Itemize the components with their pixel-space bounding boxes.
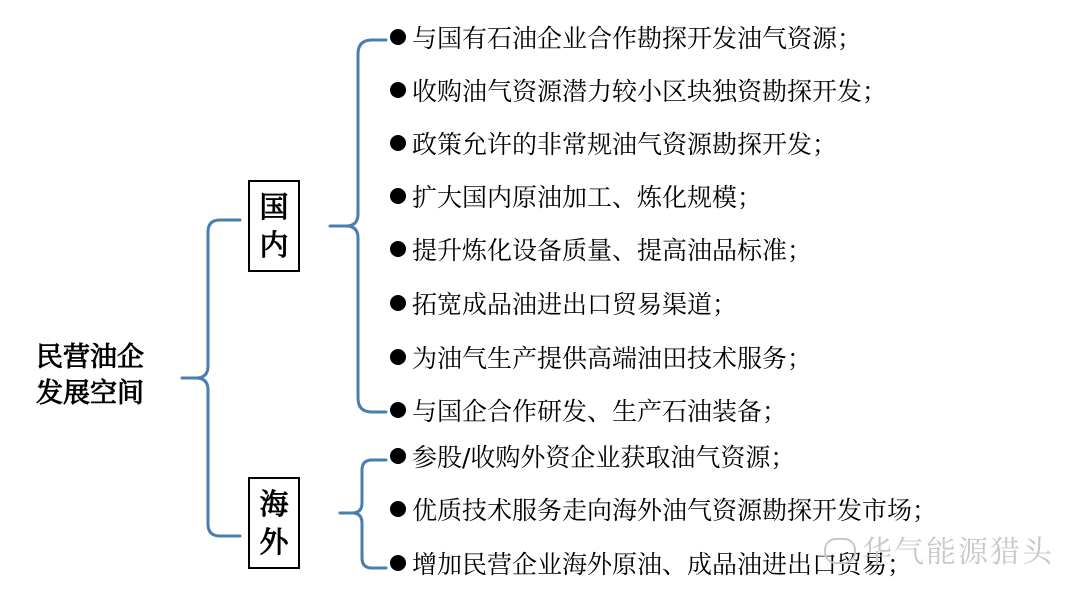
category-domestic-char-1: 国 (259, 190, 289, 224)
root-bracket (182, 220, 240, 378)
bullet-icon (390, 349, 406, 365)
bullet-icon (390, 29, 406, 45)
domestic-item: 扩大国内原油加工、炼化规模； (390, 183, 762, 213)
category-overseas (248, 477, 300, 569)
category-domestic-char-2: 内 (259, 228, 289, 262)
category-overseas-char-2: 外 (259, 525, 289, 559)
overseas-item: 参股/收购外资企业获取油气资源； (390, 443, 795, 473)
root-bracket-lower (196, 378, 240, 536)
bullet-icon (390, 188, 406, 204)
wechat-icon (824, 538, 856, 564)
bullet-icon (390, 295, 406, 311)
overseas-bracket (340, 460, 386, 513)
domestic-item: 为油气生产提供高端油田技术服务； (390, 344, 812, 374)
domestic-item: 收购油气资源潜力较小区块独资勘探开发； (390, 77, 887, 107)
overseas-bracket-lower (352, 513, 386, 568)
bullet-icon (390, 402, 406, 418)
bullet-icon (390, 241, 406, 257)
domestic-bracket-lower (346, 226, 386, 412)
category-overseas-char-1: 海 (259, 487, 289, 521)
root-line-2: 发展空间 (36, 378, 144, 409)
root-line-1: 民营油企 (36, 342, 144, 373)
domestic-bracket (330, 40, 386, 226)
overseas-item: 增加民营企业海外原油、成品油进出口贸易； (390, 550, 912, 580)
watermark: 华气能源猎头 (824, 527, 1054, 571)
domestic-item: 与国有石油企业合作勘探开发油气资源； (390, 24, 862, 54)
bullet-icon (390, 501, 406, 517)
root-node (10, 340, 170, 412)
overseas-item: 优质技术服务走向海外油气资源勘探开发市场； (390, 496, 937, 526)
domestic-item: 政策允许的非常规油气资源勘探开发； (390, 130, 837, 160)
domestic-item: 与国企合作研发、生产石油装备； (390, 397, 787, 427)
category-domestic (248, 180, 300, 272)
domestic-item: 拓宽成品油进出口贸易渠道； (390, 290, 737, 320)
bullet-icon (390, 135, 406, 151)
bullet-icon (390, 448, 406, 464)
domestic-item: 提升炼化设备质量、提高油品标准； (390, 236, 812, 266)
bullet-icon (390, 555, 406, 571)
bullet-icon (390, 82, 406, 98)
